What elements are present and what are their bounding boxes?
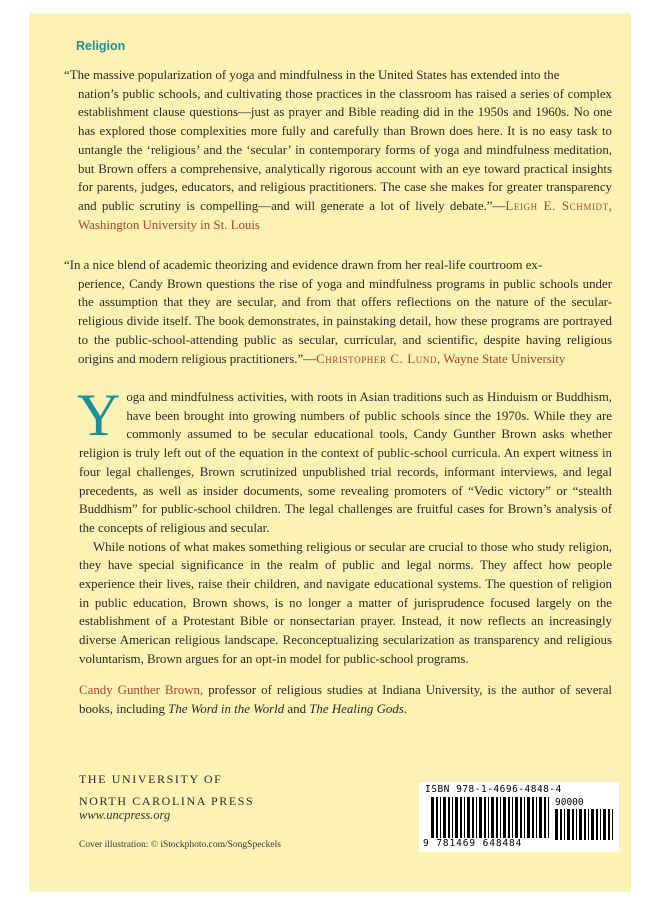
description-paragraph-2: While notions of what makes something religious or secular are crucial to those who study religion, they have special significance in the realm of public and legal norms. They affect how people experience their lives, raise their children, and navigate educational systems. The question of religion in public education, Brown shows, is no longer a matter of jurisprudence focused largely on the establishment of a Protestant Bible or nonsectarian prayer. Instead, it now reflects an increasingly diverse American religious landscape. Reconceptualizing secularization as transparency and religious voluntarism, Brown argues for an opt-in model for public-school programs. [79, 539, 612, 666]
quote-2-author: Christopher C. Lund [316, 351, 438, 366]
cover-credit: Cover illustration: © iStockphoto.com/SongSpeckels [79, 840, 281, 850]
barcode-bar [440, 797, 441, 838]
barcode-bar [467, 797, 470, 838]
barcode-bar [443, 797, 446, 838]
quote-1-line-1: “The massive popularization of yoga and mindfulness in the United States has extended into the [64, 68, 560, 82]
price-code: 90000 [555, 797, 584, 808]
barcode-bar [596, 809, 598, 840]
barcode-bar [567, 809, 570, 840]
barcode-bar [527, 797, 530, 838]
publisher-name [79, 768, 254, 812]
barcode-bar [520, 797, 522, 838]
barcode-bar [555, 809, 558, 840]
barcode-bar [500, 797, 501, 838]
barcode-bar [448, 797, 450, 838]
quote-2-body-wrap [78, 275, 612, 369]
barcode-bar [512, 797, 513, 838]
barcode-bar [612, 809, 613, 840]
author-bio-end: . [403, 701, 408, 716]
barcode-panel [419, 782, 619, 852]
barcode-bar [484, 797, 486, 838]
barcode-bar [548, 797, 549, 838]
barcode-bar [488, 797, 489, 838]
book-title-1: The Word in the World [168, 701, 285, 716]
barcode-bar [472, 797, 474, 838]
barcode-bar [532, 797, 534, 838]
barcode-bar [455, 797, 458, 838]
barcode-bar [591, 809, 594, 840]
barcode-bar [560, 809, 562, 840]
barcode-bar [600, 809, 601, 840]
ean-digits: 9 781469 648484 [423, 838, 523, 849]
quote-2-body: perience, Candy Brown questions the rise of yoga and mindfulness programs in public schools under the assumption that they are secular, and from that offers reflections on the nature of the secular-religious divide itself. The book demonstrates, in painstaking detail, how these programs are portrayed to the public-school-attending public as secular, curricular, and scientific, despite having religious origins and modern religious practitioners.”— [78, 276, 612, 366]
barcode-bar [564, 809, 565, 840]
barcode-bar [603, 809, 606, 840]
barcode-bar [491, 797, 494, 838]
endorsement-quote-1 [64, 66, 612, 234]
barcode-bar [579, 809, 582, 840]
barcode-bar [588, 809, 589, 840]
barcode-bar [464, 797, 465, 838]
barcode-bar [479, 797, 482, 838]
barcode-bar [544, 797, 546, 838]
author-bio-text: professor of religious studies at Indiana University, is the author of several books, including [79, 683, 613, 716]
quote-1-body: nation’s public schools, and cultivating those practices in the classroom has raised a series of complex establishment clause questions—just as prayer and Bible reading did in the 1950s and 1960s. No one has explored those complexities more fully and carefully than Brown does here. It is no easy task to untangle the ‘religious’ and the ‘secular’ in contemporary forms of yoga and mindfulness meditation, but Brown offers a comprehensive, analytically rigorous account with an eye toward practical insights for parents, judges, educators, and religious practitioners. The case she makes for greater transparency and public scrutiny is compelling—and will generate a lot of lively debate.”— [78, 86, 612, 213]
publisher-line-2: NORTH CAROLINA PRESS [79, 794, 255, 808]
barcode-bar [536, 797, 537, 838]
barcode-bar [515, 797, 518, 838]
quote-1-author: Leigh E. Schmidt [505, 198, 609, 213]
author-name: Candy Gunther Brown, [79, 683, 204, 697]
drop-cap: Y [77, 382, 121, 448]
barcode-bar [452, 797, 453, 838]
book-title-2: The Healing Gods [309, 701, 404, 716]
quote-2-line-1: “In a nice blend of academic theorizing and evidence drawn from her real-life courtroom ex- [64, 258, 543, 272]
category-label: Religion [76, 39, 126, 53]
publisher-website: www.uncpress.org [79, 808, 171, 822]
barcode-bar [431, 797, 434, 838]
quote-1-body-wrap [78, 85, 612, 235]
book-description [77, 382, 612, 669]
publisher-line-1: THE UNIVERSITY OF [79, 772, 223, 786]
description-paragraph-1 [77, 382, 612, 538]
barcode-bar [576, 809, 577, 840]
barcode-bar [503, 797, 506, 838]
barcode-bar [496, 797, 498, 838]
barcode-bar [436, 797, 438, 838]
barcode-bar [584, 809, 586, 840]
barcode-bar [608, 809, 610, 840]
author-bio [79, 681, 612, 718]
isbn-label: ISBN 978-1-4696-4848-4 [425, 784, 562, 795]
barcode-bar [476, 797, 477, 838]
barcode-bar [460, 797, 462, 838]
quote-1-affiliation: , Washington University in St. Louis [78, 198, 612, 232]
barcode-bar [508, 797, 510, 838]
author-bio-and: and [284, 701, 310, 716]
quote-2-affiliation: , Wayne State University [437, 351, 566, 366]
description-p1-text: oga and mindfulness activities, with roots in Asian traditions such as Hinduism or Buddhism, have been brought into growing numbers of public schools since the 1970s. While they are commonly assumed to be secular educational tools, Candy Gunther Brown asks whether religion is truly left out of the equation in the context of public-school curricula. An expert witness in four legal challenges, Brown scrutinized unpublished trial records, informant interviews, and legal precedents, as well as insider documents, some revealing promoters of “Vedic victory” or “stealth Buddhism” for public-school children. The legal challenges are fruitful cases for Brown’s analysis of the concepts of religious and secular. [79, 390, 612, 535]
barcode-bar [539, 797, 542, 838]
barcode-bar [572, 809, 574, 840]
barcode-bar [524, 797, 525, 838]
endorsement-quote-2 [64, 256, 612, 368]
